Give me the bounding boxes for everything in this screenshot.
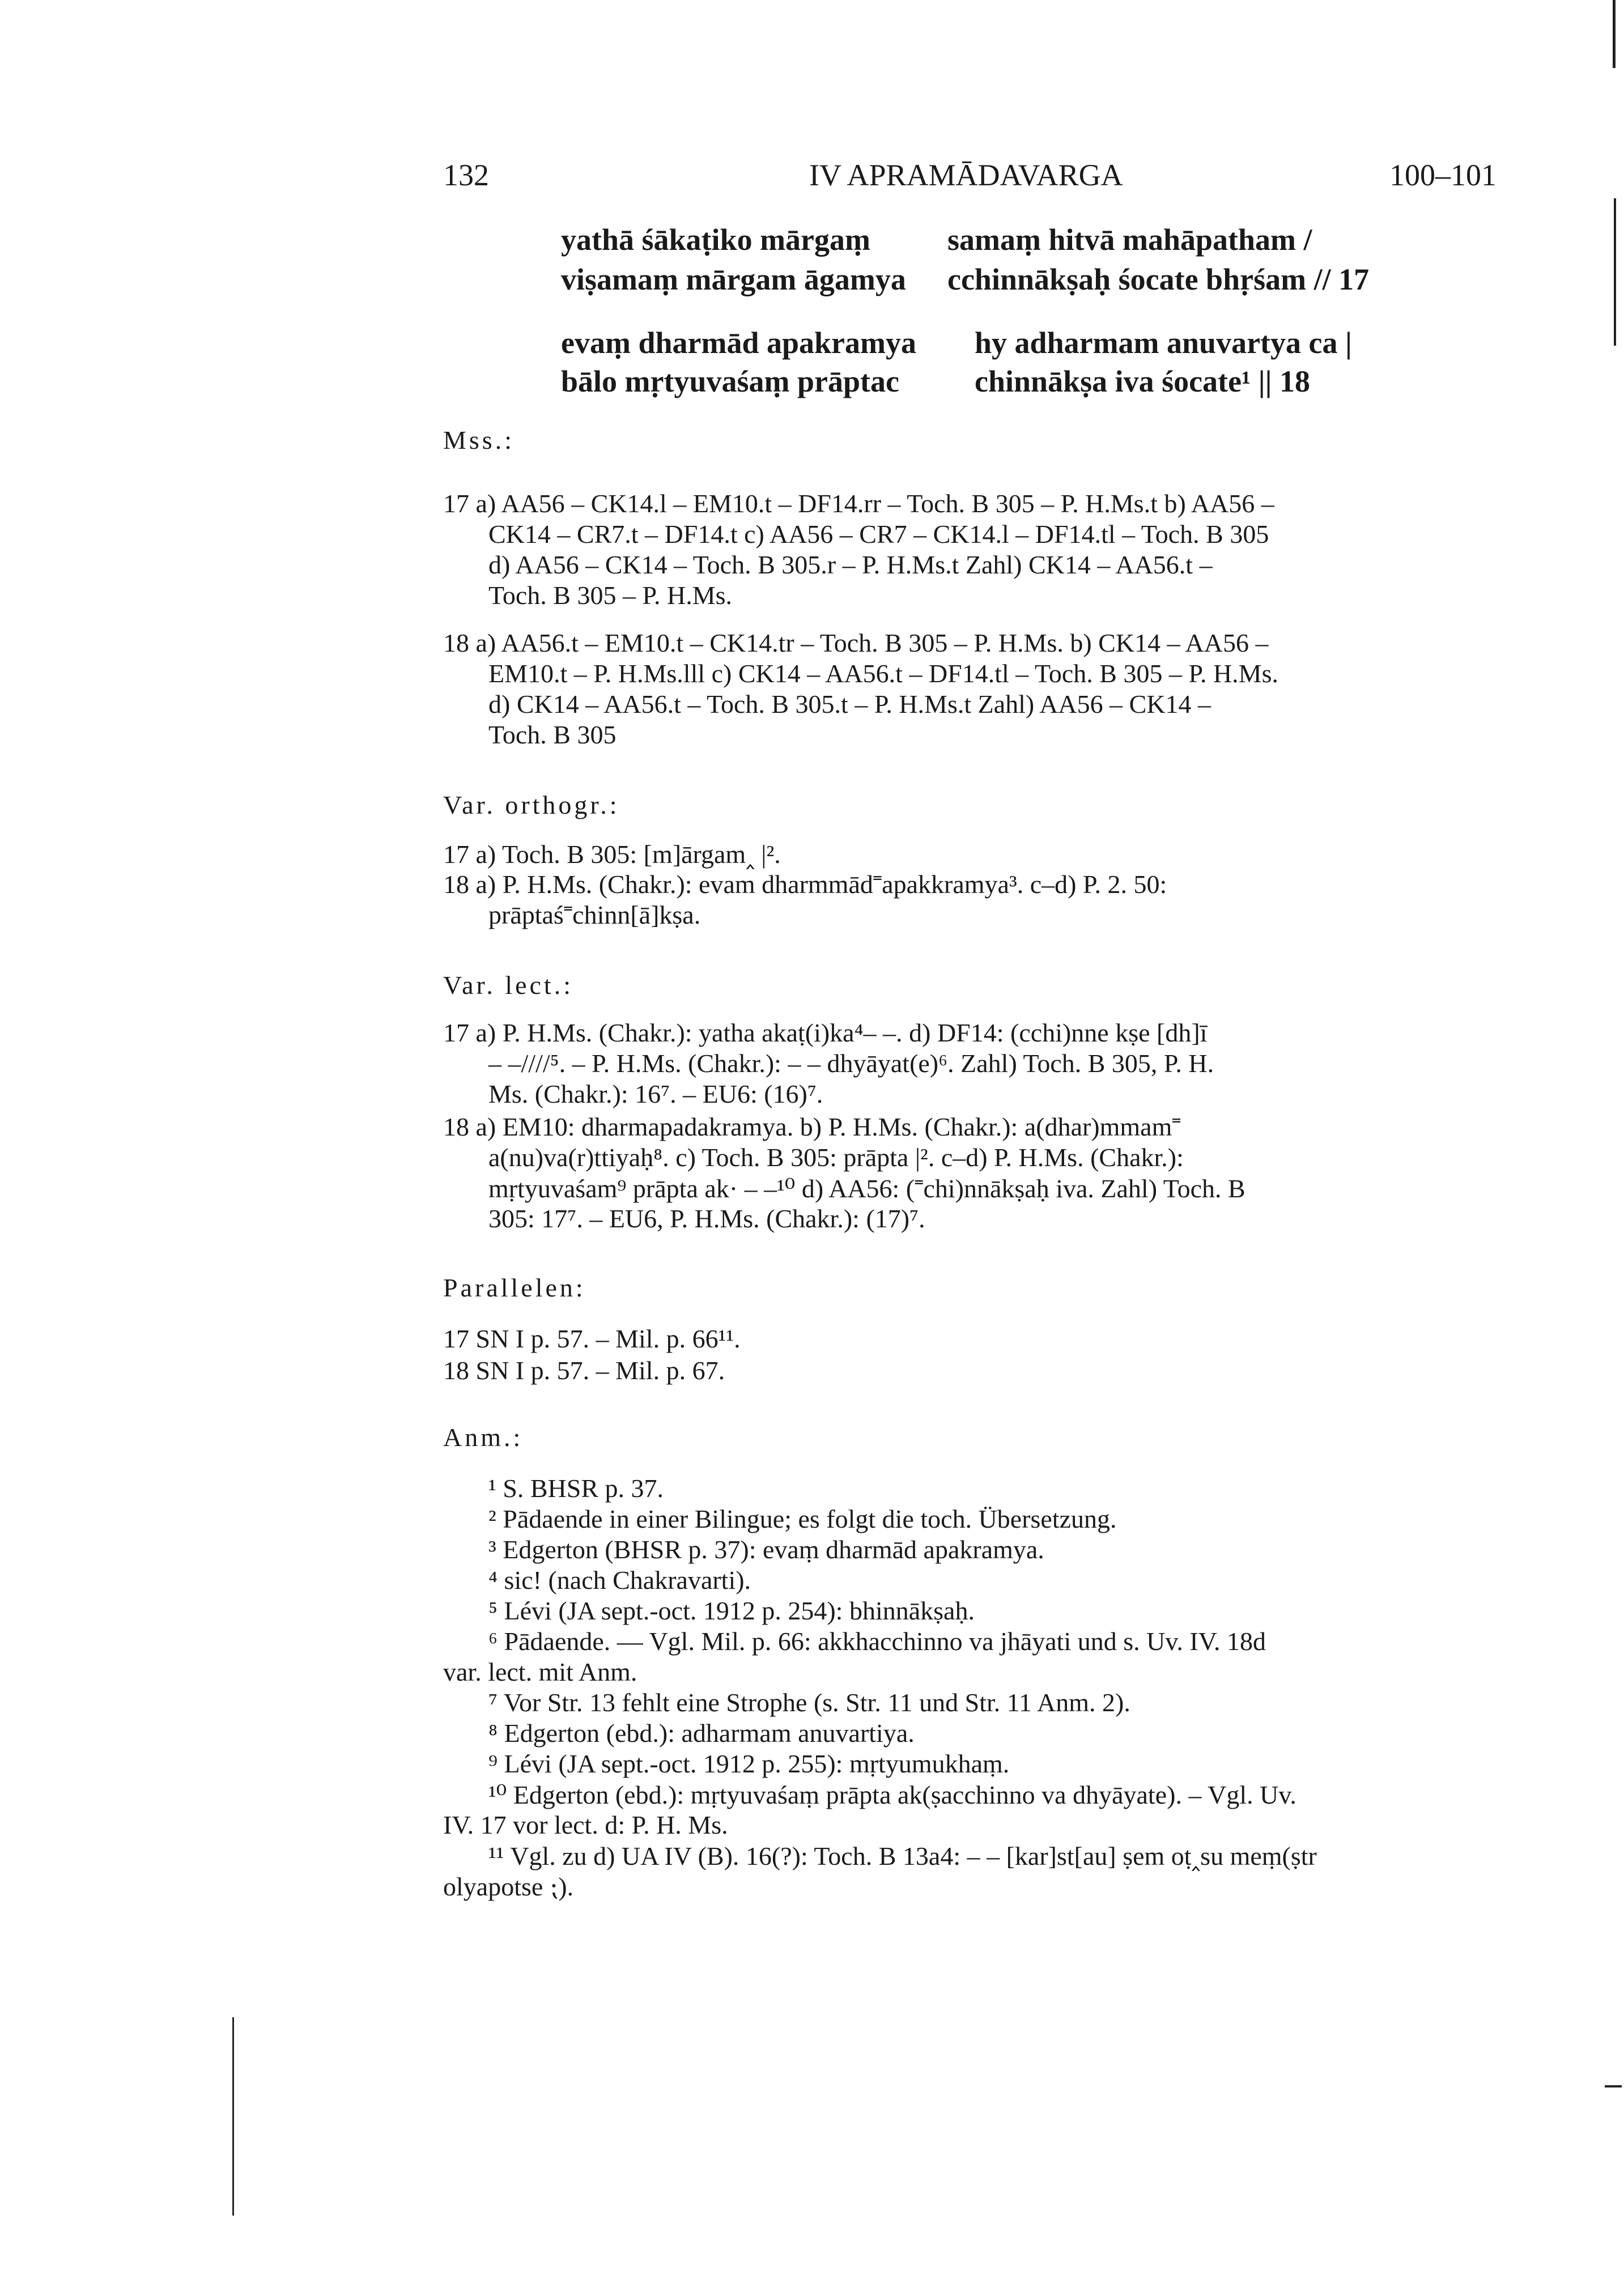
footnote-line: ¹ S. BHSR p. 37. bbox=[488, 1474, 664, 1503]
apparatus-line: prāptaś˭chinn[ā]kṣa. bbox=[488, 900, 701, 929]
footnote-line: ⁶ Pādaende. — Vgl. Mil. p. 66: akkhacchinno va jhāyati und s. Uv. IV. 18d bbox=[488, 1627, 1266, 1656]
verse-line: evaṃ dharmād apakramya bbox=[561, 326, 917, 360]
section-heading-parallelen: Parallelen: bbox=[443, 1273, 586, 1302]
footnote-line: ⁵ Lévi (JA sept.-oct. 1912 p. 254): bhinnākṣaḥ. bbox=[488, 1596, 975, 1625]
verse-line: yathā śākaṭiko mārgaṃ bbox=[561, 223, 871, 257]
verse-line: cchinnākṣaḥ śocate bhṛśam // 17 bbox=[947, 262, 1370, 296]
footnote-line: ³ Edgerton (BHSR p. 37): evaṃ dharmād apakramya. bbox=[488, 1535, 1044, 1564]
apparatus-line: 18 a) AA56.t – EM10.t – CK14.tr – Toch. B 305 – P. H.Ms. b) CK14 – AA56 – bbox=[443, 628, 1269, 657]
footnote-line: ² Pādaende in einer Bilingue; es folgt die toch. Übersetzung. bbox=[488, 1504, 1117, 1533]
footnote-line: IV. 17 vor lect. d: P. H. Ms. bbox=[443, 1810, 728, 1839]
footnote-line: var. lect. mit Anm. bbox=[443, 1657, 637, 1686]
apparatus-line: EM10.t – P. H.Ms.lll c) CK14 – AA56.t – DF14.tl – Toch. B 305 – P. H.Ms. bbox=[488, 659, 1278, 688]
section-heading-anm: Anm.: bbox=[443, 1423, 524, 1452]
footnote-line: ⁸ Edgerton (ebd.): adharmam anuvartiya. bbox=[488, 1719, 915, 1747]
footnote-line: ⁴ sic! (nach Chakravarti). bbox=[488, 1566, 751, 1595]
apparatus-line: 18 a) EM10: dharmapadakramya. b) P. H.Ms. (Chakr.): a(dhar)mmam˭ bbox=[443, 1112, 1181, 1141]
apparatus-line: CK14 – CR7.t – DF14.t c) AA56 – CR7 – CK14.l – DF14.tl – Toch. B 305 bbox=[488, 520, 1269, 549]
apparatus-line: Toch. B 305 bbox=[488, 720, 617, 749]
footnote-line: ⁹ Lévi (JA sept.-oct. 1912 p. 255): mṛtyumukhaṃ. bbox=[488, 1749, 1010, 1778]
footnote-line: ¹⁰ Edgerton (ebd.): mṛtyuvaśaṃ prāpta ak(ṣacchinno va dhyāyate). – Vgl. Uv. bbox=[488, 1780, 1296, 1809]
scan-edge-line bbox=[232, 2017, 234, 2216]
section-heading-var-orthogr: Var. orthogr.: bbox=[443, 790, 620, 819]
apparatus-line: Toch. B 305 – P. H.Ms. bbox=[488, 581, 732, 610]
running-title: IV APRAMĀDAVARGA bbox=[809, 158, 1123, 192]
apparatus-line: 305: 17⁷. – EU6, P. H.Ms. (Chakr.): (17)⁷. bbox=[488, 1204, 925, 1233]
apparatus-line: d) CK14 – AA56.t – Toch. B 305.t – P. H.Ms.t Zahl) AA56 – CK14 – bbox=[488, 690, 1211, 718]
apparatus-line: 18 SN I p. 57. – Mil. p. 67. bbox=[443, 1356, 725, 1385]
verse-line: hy adharmam anuvartya ca | bbox=[975, 326, 1352, 360]
footnote-line: olyapotse ⁏). bbox=[443, 1872, 574, 1901]
verse-line: chinnākṣa iva śocate¹ || 18 bbox=[975, 364, 1311, 398]
scan-edge-mark bbox=[1605, 2085, 1622, 2087]
verse-range: 100–101 bbox=[1389, 158, 1497, 192]
apparatus-line: – –////⁵. – P. H.Ms. (Chakr.): – – dhyāyat(e)⁶. Zahl) Toch. B 305, P. H. bbox=[488, 1049, 1214, 1078]
apparatus-line: 17 a) AA56 – CK14.l – EM10.t – DF14.rr – Toch. B 305 – P. H.Ms.t b) AA56 – bbox=[443, 489, 1274, 518]
page-number: 132 bbox=[443, 158, 489, 192]
verse-line: samaṃ hitvā mahāpatham / bbox=[947, 223, 1312, 257]
footnote-line: ¹¹ Vgl. zu d) UA IV (B). 16(?): Toch. B 13a4: – – [kar]st[au] ṣem oṭ‸su meṃ(ṣtr bbox=[488, 1842, 1317, 1870]
apparatus-line: 17 a) Toch. B 305: [m]ārgam‸ |². bbox=[443, 840, 781, 869]
apparatus-line: d) AA56 – CK14 – Toch. B 305.r – P. H.Ms.t Zahl) CK14 – AA56.t – bbox=[488, 550, 1213, 579]
verse-line: bālo mṛtyuvaśaṃ prāptac bbox=[561, 364, 899, 398]
scan-edge-mark bbox=[1614, 198, 1616, 346]
section-heading-var-lect: Var. lect.: bbox=[443, 971, 573, 1000]
apparatus-line: 18 a) P. H.Ms. (Chakr.): evam dharmmād˭apakkramya³. c–d) P. 2. 50: bbox=[443, 870, 1167, 899]
apparatus-line: 17 a) P. H.Ms. (Chakr.): yatha akaṭ(i)ka⁴– –. d) DF14: (cchi)nne kṣe [dh]ī bbox=[443, 1018, 1208, 1047]
apparatus-line: mṛtyuvaśam⁹ prāpta ak· – –¹⁰ d) AA56: (˭chi)nnākṣaḥ iva. Zahl) Toch. B bbox=[488, 1174, 1245, 1203]
apparatus-line: 17 SN I p. 57. – Mil. p. 66¹¹. bbox=[443, 1324, 741, 1353]
apparatus-line: a(nu)va(r)ttiyaḥ⁸. c) Toch. B 305: prāpta |². c–d) P. H.Ms. (Chakr.): bbox=[488, 1143, 1184, 1172]
apparatus-line: Ms. (Chakr.): 16⁷. – EU6: (16)⁷. bbox=[488, 1079, 823, 1108]
footnote-line: ⁷ Vor Str. 13 fehlt eine Strophe (s. Str. 11 und Str. 11 Anm. 2). bbox=[488, 1688, 1130, 1717]
scan-edge-mark bbox=[1613, 0, 1616, 68]
verse-line: viṣamaṃ mārgam āgamya bbox=[561, 262, 906, 296]
section-heading-mss: Mss.: bbox=[443, 426, 515, 454]
